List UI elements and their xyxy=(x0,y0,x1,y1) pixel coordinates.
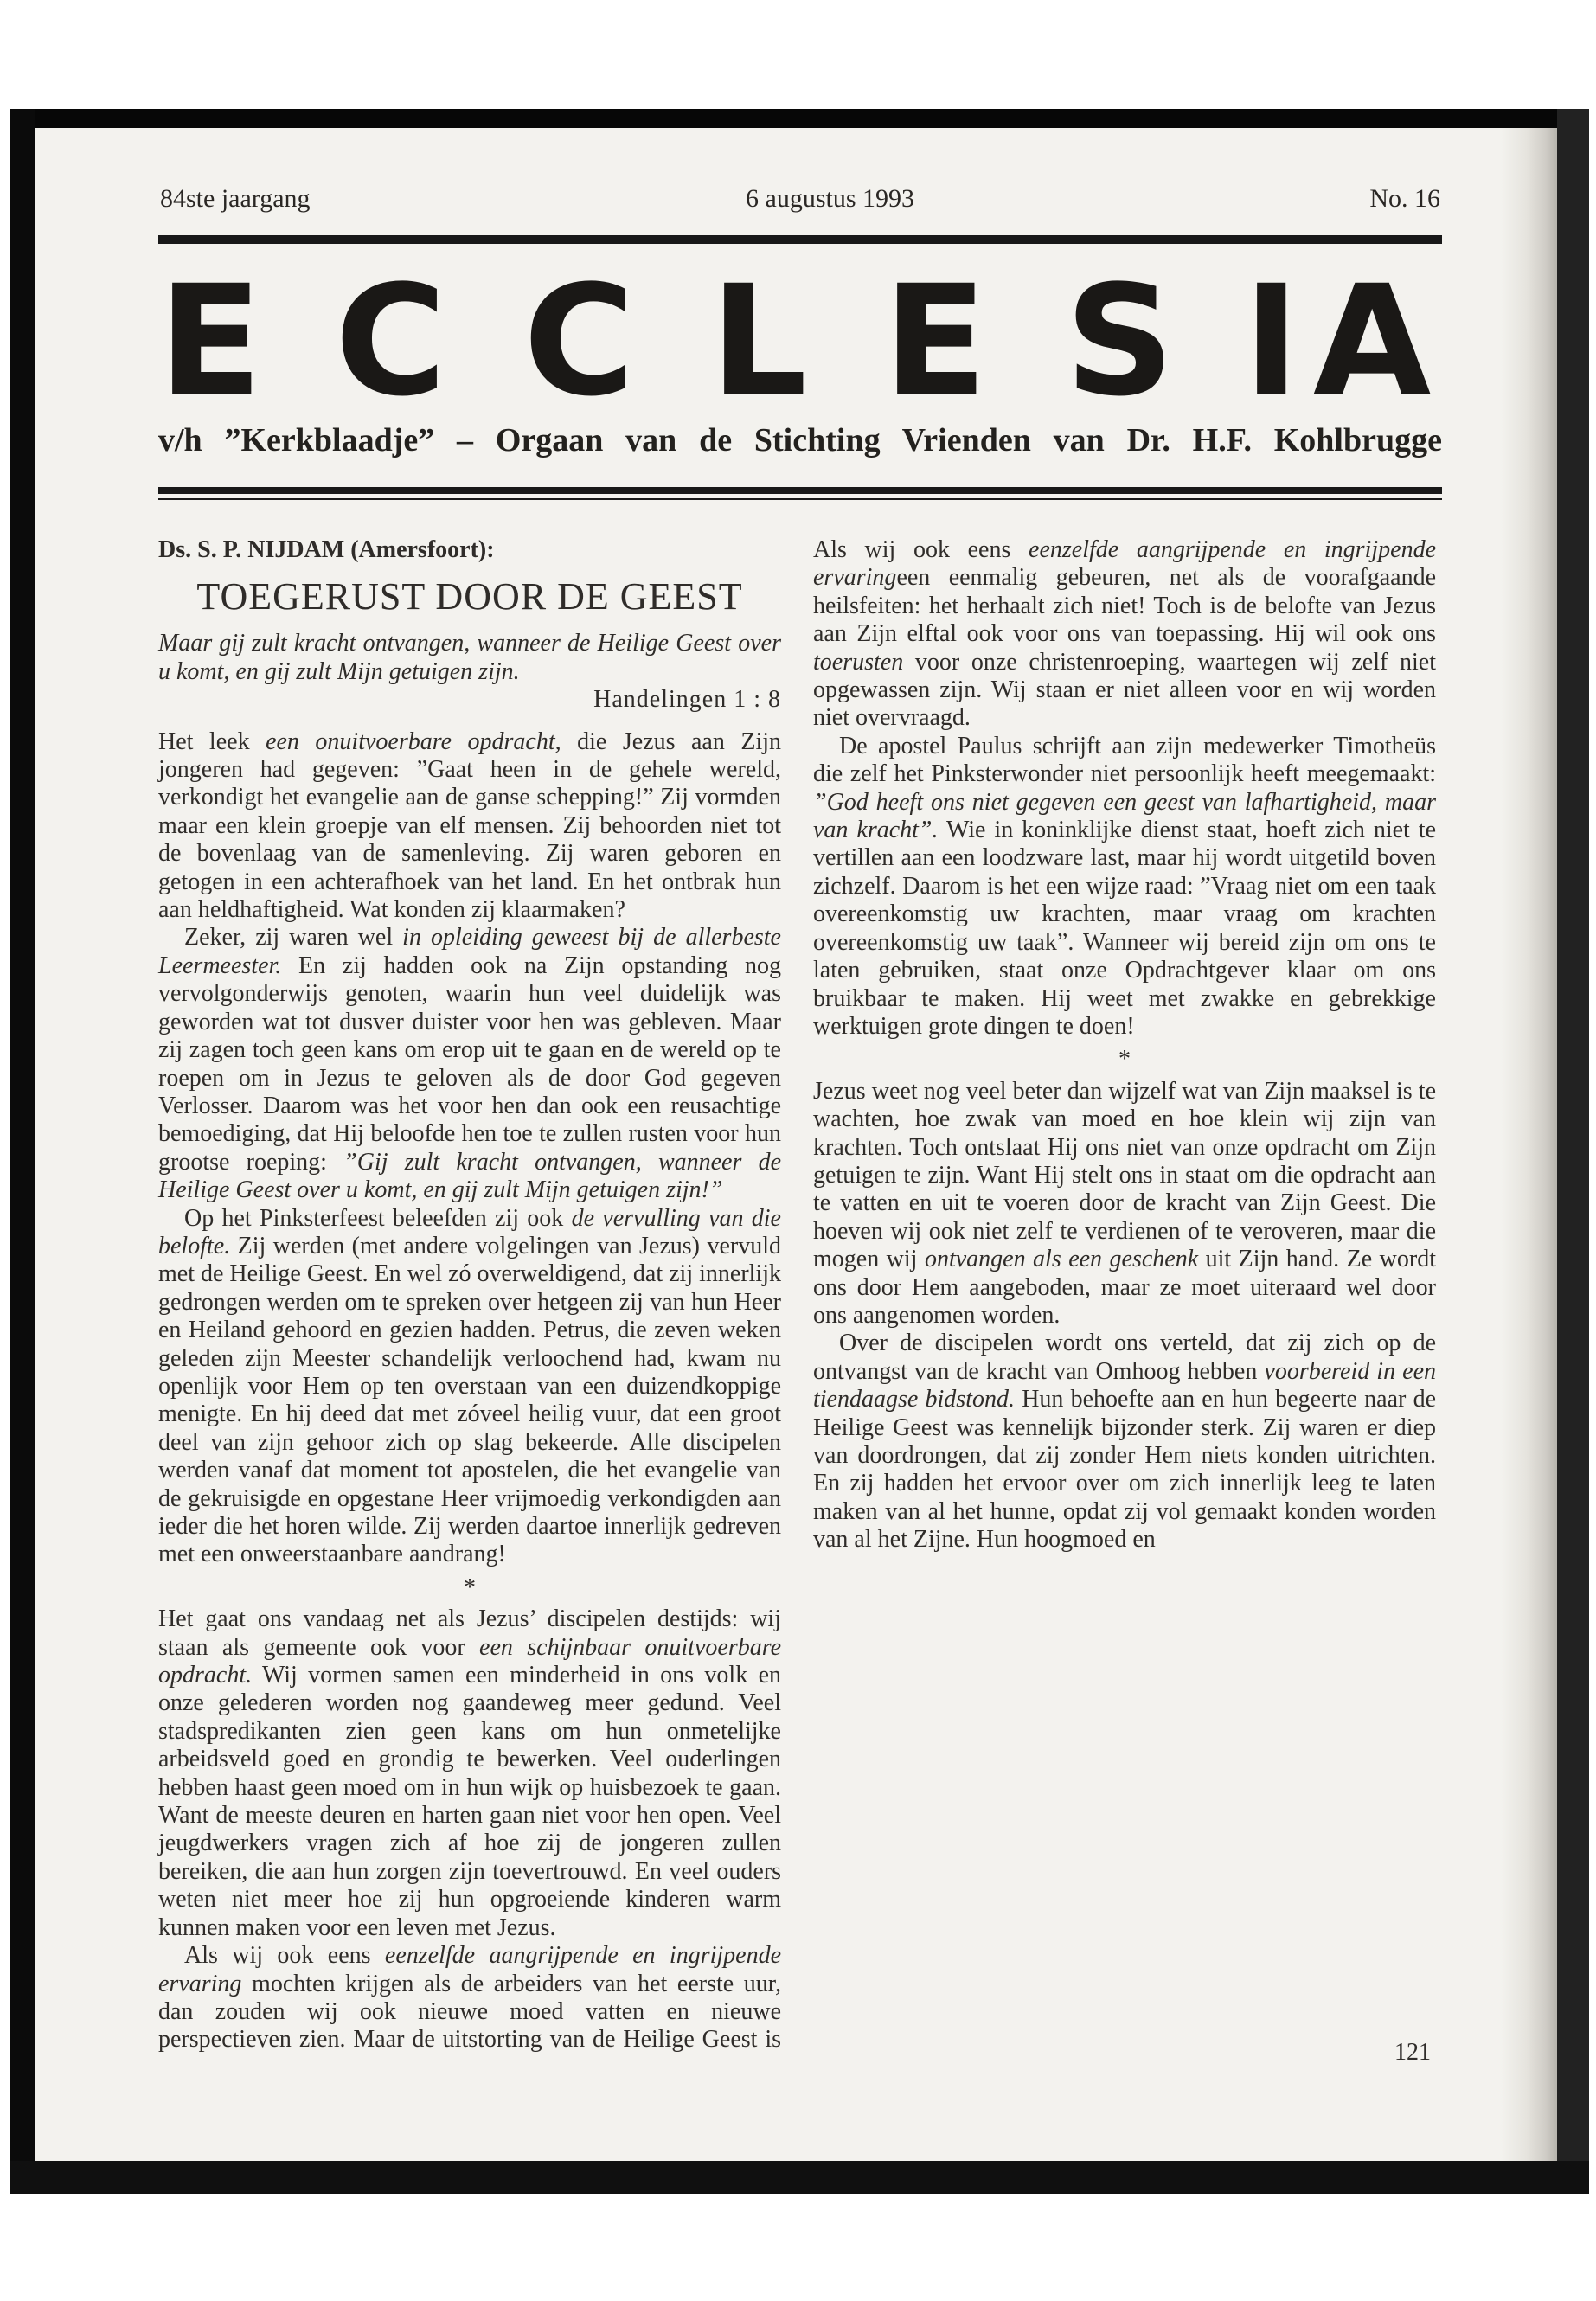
paragraph: Op het Pinksterfeest beleefden zij ook de vervulling van die belofte. Zij werden (met andere volgelingen van Jezus) vervuld met de Heilige Geest. En wel zó overweldigend, dat zij innerlijk gedrongen werden om te spreken over hetgeen zij van hun Heer en Heiland gehoord en gezien hadden. Petrus, die zeven weken geleden zijn Meester schandelijk verloochend had, kwam nu openlijk voor Hem op ten overstaan van een duizendkoppige menigte. En hij deed dat met zóveel heilig vuur, dat een groot deel van zijn gehoor zich op slag bekeerde. Alle discipelen werden vanaf dat moment tot apostelen, die het evangelie van de gekruisigde en opgestane Heer vrijmoedig verkondigden aan ieder die het horen wilde. Zij werden daartoe innerlijk gedreven met een onweerstaanbare aandrang! xyxy=(158,1204,781,1568)
masthead-letter: E xyxy=(883,253,988,430)
masthead-letter: L xyxy=(710,253,808,430)
article-author: Ds. S. P. NIJDAM (Amersfoort): xyxy=(158,536,495,563)
masthead-top-rule xyxy=(158,235,1442,244)
scan-border-bottom xyxy=(10,2161,1589,2194)
masthead-bottom-rule xyxy=(158,487,1442,494)
masthead-letter: C xyxy=(523,253,636,430)
article-column-right xyxy=(813,536,1436,1554)
page-number: 121 xyxy=(1394,2039,1431,2066)
paragraph: Zeker, zij waren wel in opleiding geweest bij de allerbeste Leermeester. En zij hadden ook na Zijn opstanding nog vervolgonderwijs genoten, waarin hun veel duidelijk was geworden wat tot dusver duister voor hen was gebleven. Maar zij zagen toch geen kans om erop uit te gaan en de wereld op te roepen om in Jezus te geloven als de door God gegeven Verlosser. Daarom was het voor hen dan ook een reusachtige bemoediging, dat Hij beloofde hen toe te zullen rusten voor hun grootse roeping: ”Gij zult kracht ontvangen, wanneer de Heilige Geest over u komt, en gij zult Mijn getuigen zijn!” xyxy=(158,924,781,1204)
masthead-letter: S xyxy=(1065,253,1175,430)
masthead-bottom-thin-rule xyxy=(158,498,1442,500)
paragraph: Als wij ook eens eenzelfde aangrijpende en ingrijpende ervaringeen eenmalig gebeuren, net als de voorafgaande heilsfeiten: het herhaalt zich niet! Toch is de belofte van Jezus aan Zijn elftal ook voor ons van toepassing. Hij wil ook ons toerusten voor onze christenroeping, waartegen wij zelf niet opgewassen zijn. Wij staan er niet alleen voor en wij worden niet overvraagd. xyxy=(813,536,1436,732)
section-separator: * xyxy=(464,1574,476,1601)
article-column-left xyxy=(158,536,781,2054)
masthead-letter: A xyxy=(1313,253,1432,430)
paragraph: De apostel Paulus schrijft aan zijn medewerker Timotheüs die zelf het Pinksterwonder niet persoonlijk heeft meegemaakt: ”God heeft ons niet gegeven een geest van lafhartigheid, maar van kracht”. Wie in koninklijke dienst staat, hoeft zich niet te vertillen aan een loodzware last, maar hij wordt uitgetild boven zichzelf. Daarom is het een wijze raad: ”Vraag niet om een taak overeenkomstig uw krachten, maar vraag om krachten overeenkomstig uw taak”. Wanneer wij bereid zijn om ons te laten gebruiken, staat onze Opdrachtgever klaar om ons bruikbaar te maken. Hij weet met zwakke en gebrekkige werktuigen grote dingen te doen! xyxy=(813,732,1437,1040)
paragraph: Als wij ook eens eenzelfde aangrijpende en ingrijpende ervaring mochten krijgen als de arbeiders van het eerste uur, dan zouden wij ook nieuwe moed vatten en nieuwe perspectieven zien. Maar de uitstorting van de Heilige Geest is xyxy=(158,1942,781,2054)
issue-date: 6 augustus 1993 xyxy=(746,184,914,213)
page-binding-shadow xyxy=(1501,128,1557,2161)
masthead-letter: C xyxy=(335,253,447,430)
masthead-letter: E xyxy=(158,253,263,430)
article-title: TOEGERUST DOOR DE GEEST xyxy=(196,575,743,619)
paragraph: Het gaat ons vandaag net als Jezus’ discipelen destijds: wij staan als gemeente ook voor een schijnbaar onuitvoerbare opdracht. Wij vormen samen een minderheid in ons volk en onze gelederen worden nog gaandeweg meer gedund. Veel stadspredikanten zien geen kans om hun onmetelijke arbeidsveld goed en grondig te bewerken. Veel ouderlingen hebben haast geen moed om in hun wijk op huisbezoek te gaan. Want de meeste deuren en harten gaan niet voor hen open. Veel jeugdwerkers vragen zich af hoe zij de jongeren zullen bereiken, die aan hun zorgen zijn toevertrouwd. En veel ouders weten niet meer hoe zij hun opgroeiende kinderen warm kunnen maken voor een leven met Jezus. xyxy=(158,1606,782,1941)
scan-border-right xyxy=(1557,109,1589,2194)
volume-label: 84ste jaargang xyxy=(160,184,311,213)
running-header xyxy=(160,184,1440,219)
paragraph: Over de discipelen wordt ons verteld, dat zij zich op de ontvangst van de kracht van Omhoog hebben voorbereid in een tiendaagse bidstond. Hun behoefte aan en hun begeerte naar de Heilige Geest was kennelijk bijzonder sterk. Zij waren er diep van doordrongen, dat zij zonder Hem niets konden uitrichten. En zij hadden het ervoor over om zich innerlijk leeg te laten maken van al het hunne, opdat zij vol gemaakt konden worden van al het Zijne. Hun hoogmoed en xyxy=(813,1330,1437,1554)
paragraph: Jezus weet nog veel beter dan wijzelf wat van Zijn maaksel is te wachten, hoe zwak van moed en hoe klein wij zijn van krachten. Toch ontslaat Hij ons niet van onze opdracht om Zijn getuigen te zijn. Want Hij stelt ons in staat om die opdracht aan te vatten en uit te voeren door de kracht van Zijn Geest. Die hoeven wij ook niet zelf te verdienen of te veroveren, maar die mogen wij ontvangen als een geschenk uit Zijn hand. Ze wordt ons door Hem aangeboden, maar ze moet uiteraard wel door ons aangenomen worden. xyxy=(813,1077,1436,1329)
section-separator: * xyxy=(1118,1046,1131,1074)
article-motto: Maar gij zult kracht ontvangen, wanneer de Heilige Geest over u komt, en gij zult Mijn getuigen zijn. xyxy=(158,630,781,685)
issue-number: No. 16 xyxy=(1369,184,1440,213)
scan-border-left xyxy=(10,109,35,2194)
masthead-subtitle: v/h ”Kerkblaadje” – Orgaan van de Stichting Vrienden van Dr. H.F. Kohlbrugge xyxy=(158,422,1442,458)
masthead-letter: I xyxy=(1243,253,1300,430)
paragraph: Het leek een onuitvoerbare opdracht, die Jezus aan Zijn jongeren had gegeven: ”Gaat heen in de gehele wereld, verkondigt het evangelie aan de ganse schepping!” Zij vormden maar een klein groepje van elf mensen. Zij behoorden niet tot de bovenlaag van de samenleving. Zij waren geboren en getogen in een achterafhoek van het land. En het ontbrak hun aan heldhaftigheid. Wat konden zij klaarmaken? xyxy=(158,727,781,924)
motto-reference: Handelingen 1 : 8 xyxy=(593,686,781,714)
masthead-title xyxy=(158,253,1442,430)
